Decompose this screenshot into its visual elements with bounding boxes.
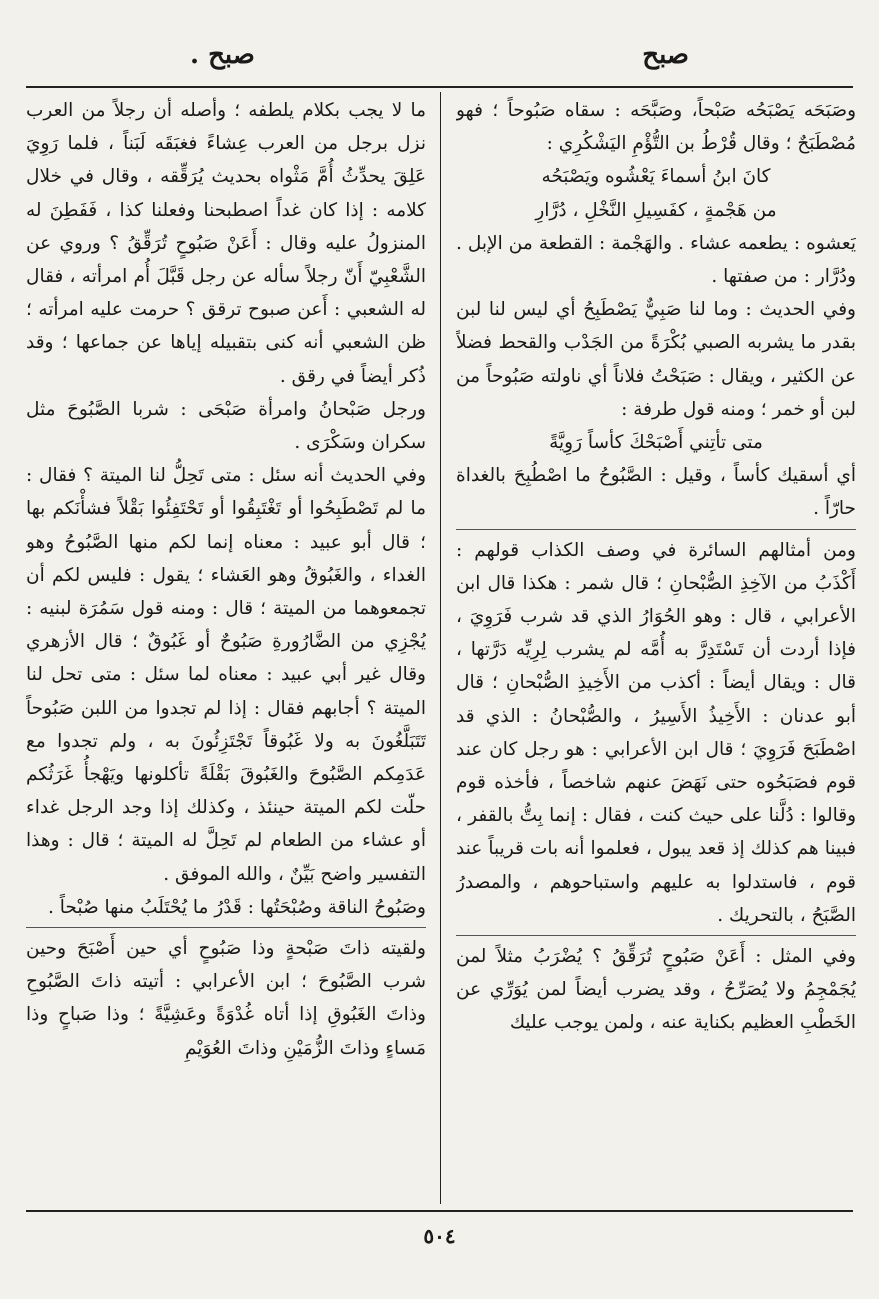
column-divider	[440, 92, 441, 1204]
header-rule	[26, 86, 853, 88]
header-entry-word-left: صبح .	[190, 40, 255, 70]
section-divider	[456, 529, 856, 530]
footer-rule	[26, 1210, 853, 1212]
left-column	[26, 94, 426, 1206]
verse-line: متى تأتِني أَصْبَحْكَ كأساً رَوِيَّةً	[549, 432, 763, 454]
paragraph: ما لا يجب بكلام يلطفه ؛ وأصله أن رجلاً من العرب نزل برجل من العرب عِشاءً فغبَقَه لَبَناً ، فلما رَوِيَ عَلِقَ يحدِّثُ أُمَّ مَثْواه بحديث يُرَقِّقه ، وقال في خلال كلامه : إذا كان غداً اصطبحنا وفعلنا كذا ، فَفَطِنَ له المنزولُ عليه وقال : أَعَنْ صَبُوحٍ تُرَقِّقُ ؟ وروي عن الشَّعْبِيّ أَنّ رجلاً سأله عن رجل قَبَّلَ أُم امرأته ، فقال له الشعبي : أَعن صبوح ترقق ؟ حرمت عليه امرأته ؛ ظن الشعبي أنه كنى بتقبيله إياها عن جماعها ؛ وقد ذُكر أيضاً في رقق .	[26, 100, 426, 387]
paragraph: وصَبَحَه يَصْبَحُه صَبْحاً، وصَبَّحَه : سقاه صَبُوحاً ؛ فهو مُصْطَبَحٌ ؛ وقال قُرْطُ بن التُّؤْمِ اليَشْكُرِي :	[456, 100, 856, 155]
paragraph: ورجل صَبْحانُ وامرأة صَبْحَى : شربا الصَّبُوحَ مثل سكران وسَكْرَى .	[26, 398, 426, 454]
right-column	[456, 94, 856, 1206]
verse-line: من هَجْمةٍ ، كفَسِيلِ النَّخْلِ ، دُرَّارِ	[535, 199, 777, 221]
section-divider	[456, 935, 856, 936]
paragraph: وفي الحديث : وما لنا صَبِيٌّ يَصْطَبِحُ أي ليس لنا لبن بقدر ما يشربه الصبي بُكْرَةً من الجَدْب والقحط فضلاً عن الكثير ، ويقال : صَبَحْتُ فلاناً أي ناولته صَبُوحاً من لبن أو خمر ؛ ومنه قول طرفة :	[456, 299, 856, 420]
header-entry-word-right: صبح	[642, 40, 689, 70]
verse-line: كانَ ابنُ أسماءَ يَعْشُوه ويَصْبَحُه	[541, 166, 771, 188]
section-divider	[26, 927, 426, 928]
paragraph: ومن أمثالهم السائرة في وصف الكذاب قولهم : أَكْذَبُ من الآخِذِ الصُّبْحانِ ؛ قال شمر : هكذا قال ابن الأعرابي ، قال : وهو الحُوَارُ الذي قد شرب فَرَوِيَ ، فإذا أردت أن تَسْتَدِرَّ به أُمَّه لم يشرب لِرِيِّه دَرَّتها ، قال : ويقال أيضاً : أكذب من الأَخِيذِ الصُّبْحانِ ؛ قال أبو عدنان : الأَخِيذُ الأَسِيرُ ، والصُّبْحانُ : الذي قد اصْطَبَحَ فَرَوِيَ ؛ قال ابن الأعرابي : هو رجل كان عند قوم فصَبَحُوه حتى نَهَضَ عنهم شاخصاً ، فأخذه قوم وقالوا : دُلَّنا على حيث كنت ، فقال : إنما بِتُّ بالقفر ، فبينا هم كذلك إذ قعد يبول ، فعلموا أنه بات قريباً عند قوم ، فاستدلوا به عليهم واستباحوهم ، والمصدرُ الصَّبَحُ ، بالتحريك .	[456, 539, 856, 926]
paragraph: ولقيته ذاتَ صَبْحةٍ وذا صَبُوحٍ أي حين أَصْبَحَ وحين شرب الصَّبُوحَ ؛ ابن الأعرابي : أتيته ذاتَ الصَّبُوحِ وذاتَ الغَبُوقِ إذا أتاه غُدْوَةً وعَشِيَّةً ؛ وذا صَباحٍ وذا مَساءٍ وذاتَ الزُّمَيْنِ وذاتَ العُوَيْمِ	[26, 938, 426, 1059]
paragraph: وفي المثل : أَعَنْ صَبُوحٍ تُرَقِّقُ ؟ يُضْرَبُ مثلاً لمن يُجَمْجِمُ ولا يُصَرِّحُ ، وقد يضرب أيضاً لمن يُوَرِّي عن الخَطْبِ العظيم بكناية عنه ، ولمن يوجب عليك	[456, 946, 856, 1034]
paragraph: وصَبُوحُ الناقة وصُبْحَتُها : قَدْرُ ما يُحْتَلَبُ منها صُبْحاً .	[48, 896, 426, 918]
paragraph: وفي الحديث أنه سئل : متى تَحِلُّ لنا الميتة ؟ فقال : ما لم تَصْطَبِحُوا أو تَغْتَبِقُوا أو تَحْتَفِئُوا بَقْلاً فشأْنَكم بها ؛ قال أبو عبيد : معناه إنما لكم منها الصَّبُوحُ وهو الغداء ، والغَبُوقُ وهو العَشاء ؛ يقول : فليس لكم أن تجمعوهما من الميتة ؛ قال : ومنه قول سَمُرَة لبنيه : يُجْزِي من الضَّارُورةِ صَبُوحٌ أو غَبُوقٌ ؛ قال الأزهري وقال غير أبي عبيد : معناه لما سئل : متى تحل لنا الميتة ؟ أجابهم فقال : إذا لم تجدوا من اللبن صَبُوحاً تَتَبَلَّغُونَ به ولا غَبُوقاً تَجْتَزِئُونَ به ، ولم تجدوا مع عَدَمِكم الصَّبُوحَ والغَبُوقَ بَقْلَةً تأكلونها ويَهْجأُ غَرَثُكم حلّت لكم الميتة حينئذ ، وكذلك إذا وجد الرجل غداء أو عشاء من الطعام لم تَحِلَّ له الميتة ؛ قال : وهذا التفسير واضح بَيِّنٌ ، والله الموفق .	[26, 465, 426, 885]
page-number: ٥٠٤	[423, 1224, 456, 1248]
paragraph: يَعشوه : يطعمه عشاء . والهَجْمة : القطعة من الإبل . ودُرَّار : من صفتها .	[456, 232, 856, 288]
paragraph: أي أسقيك كأساً ، وقيل : الصَّبُوحُ ما اصْطُبِحَ بالغداة حارّاً .	[456, 465, 856, 520]
